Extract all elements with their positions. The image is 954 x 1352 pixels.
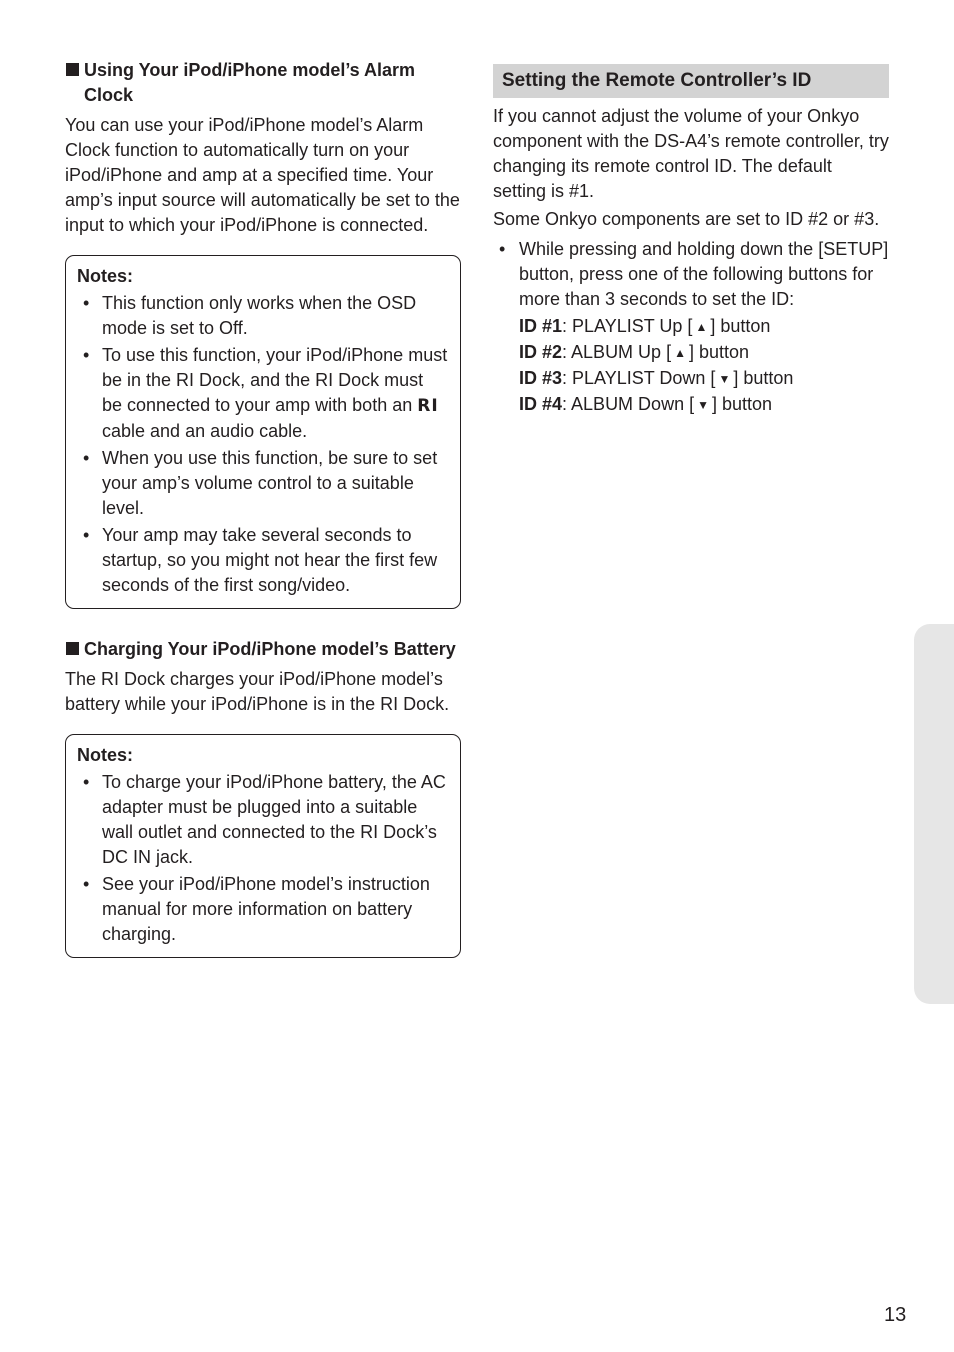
id-label: ID #2 bbox=[519, 342, 563, 362]
bullet-dot-icon: • bbox=[83, 448, 90, 468]
charging-notes-box bbox=[65, 734, 461, 958]
square-bullet-icon bbox=[66, 642, 79, 655]
note-text: must be in the RI Dock, and the RI Dock must be connected to your amp with bbox=[102, 345, 448, 415]
note-text: both an bbox=[352, 395, 413, 415]
list-item bbox=[77, 872, 448, 947]
list-item bbox=[77, 770, 448, 870]
remote-id-list bbox=[493, 237, 889, 312]
left-column bbox=[65, 58, 461, 958]
side-thumb-tab bbox=[914, 624, 954, 1004]
note-text: To charge your iPod/iPhone battery, the AC adapter must be plugged into a suitable wall outlet and connected to the RI Dock’s DC IN jack. bbox=[102, 772, 446, 867]
bullet-dot-icon: • bbox=[83, 345, 90, 365]
charging-heading bbox=[65, 637, 461, 662]
alarm-clock-body: You can use your iPod/iPhone model’s Alarm Clock function to automatically turn on your iPod/iPhone and amp at a specified time. Your amp’s input source will automatically be set to the input to which your iPod/iPhone is connected. bbox=[65, 115, 460, 235]
alarm-notes-box bbox=[65, 255, 461, 609]
id-desc-end: ] button bbox=[688, 342, 750, 362]
id-line bbox=[519, 392, 889, 418]
note-text: This function only works when the OSD mode is set to Off. bbox=[102, 293, 417, 338]
down-arrow-icon: ▼ bbox=[718, 372, 731, 386]
list-item bbox=[77, 343, 448, 444]
up-arrow-icon: ▲ bbox=[695, 320, 708, 334]
right-column bbox=[493, 64, 889, 418]
id-line bbox=[519, 340, 889, 366]
remote-id-para1: If you cannot adjust the volume of your Onkyo component with the DS-A4’s remote controller, try changing its remote control ID. The default setting is #1. bbox=[493, 106, 889, 201]
charging-heading-text: Charging Your iPod/iPhone model’s Battery bbox=[84, 639, 456, 659]
square-bullet-icon bbox=[66, 63, 79, 76]
list-item bbox=[77, 291, 448, 341]
alarm-clock-heading bbox=[65, 58, 461, 108]
bullet-dot-icon: • bbox=[499, 239, 506, 259]
id-line bbox=[519, 314, 889, 340]
bullet-dot-icon: • bbox=[83, 525, 90, 545]
id-label: ID #4 bbox=[519, 394, 563, 414]
list-item bbox=[493, 237, 889, 312]
alarm-clock-heading-text: Using Your iPod/iPhone model’s Alarm Clock bbox=[84, 60, 416, 105]
up-arrow-icon: ▲ bbox=[674, 346, 686, 360]
id-lines bbox=[519, 314, 889, 418]
id-line bbox=[519, 366, 889, 392]
id-label: ID #3 bbox=[519, 368, 563, 388]
charging-body: The RI Dock charges your iPod/iPhone model’s battery while your iPod/iPhone is in the RI Dock. bbox=[65, 669, 450, 714]
note-text: When you use this function, be sure to set your amp’s volume control to a suitable level. bbox=[102, 448, 438, 518]
id-desc: : PLAYLIST Down [ bbox=[562, 368, 716, 388]
note-text: To use this function, your iPod/iPhone bbox=[102, 345, 404, 365]
bullet-dot-icon: • bbox=[83, 772, 90, 792]
bullet-dot-icon: • bbox=[83, 874, 90, 894]
page-number: 13 bbox=[884, 1304, 907, 1326]
id-desc: : PLAYLIST Up [ bbox=[562, 316, 693, 336]
id-desc: : ALBUM Down [ bbox=[562, 394, 695, 414]
bullet-text: While pressing and holding down the [SETUP] button, press one of the following buttons for more than 3 seconds to set the ID: bbox=[519, 239, 889, 309]
bullet-dot-icon: • bbox=[83, 293, 90, 313]
note-text: Your amp may take several seconds to startup, so you might not hear the first few seconds of the first song/video. bbox=[102, 525, 438, 595]
remote-id-para2: Some Onkyo components are set to ID #2 or #3. bbox=[493, 209, 880, 229]
id-desc: : ALBUM Up [ bbox=[562, 342, 672, 362]
id-desc-end: ] button bbox=[710, 316, 771, 336]
alarm-notes-list bbox=[77, 291, 448, 598]
notes-title: Notes: bbox=[77, 745, 134, 765]
ri-logo-icon: RI bbox=[417, 396, 439, 416]
down-arrow-icon: ▼ bbox=[697, 398, 709, 412]
list-item bbox=[77, 446, 448, 521]
id-desc-end: ] button bbox=[711, 394, 773, 414]
id-label: ID #1 bbox=[519, 316, 563, 336]
id-desc-end: ] button bbox=[733, 368, 794, 388]
remote-id-heading: Setting the Remote Controller’s ID bbox=[493, 64, 889, 98]
charging-notes-list bbox=[77, 770, 448, 947]
note-text: See your iPod/iPhone model’s instruction manual for more information on battery charging. bbox=[102, 874, 430, 944]
note-text: cable and an audio cable. bbox=[102, 421, 308, 441]
notes-title: Notes: bbox=[77, 266, 134, 286]
list-item bbox=[77, 523, 448, 598]
